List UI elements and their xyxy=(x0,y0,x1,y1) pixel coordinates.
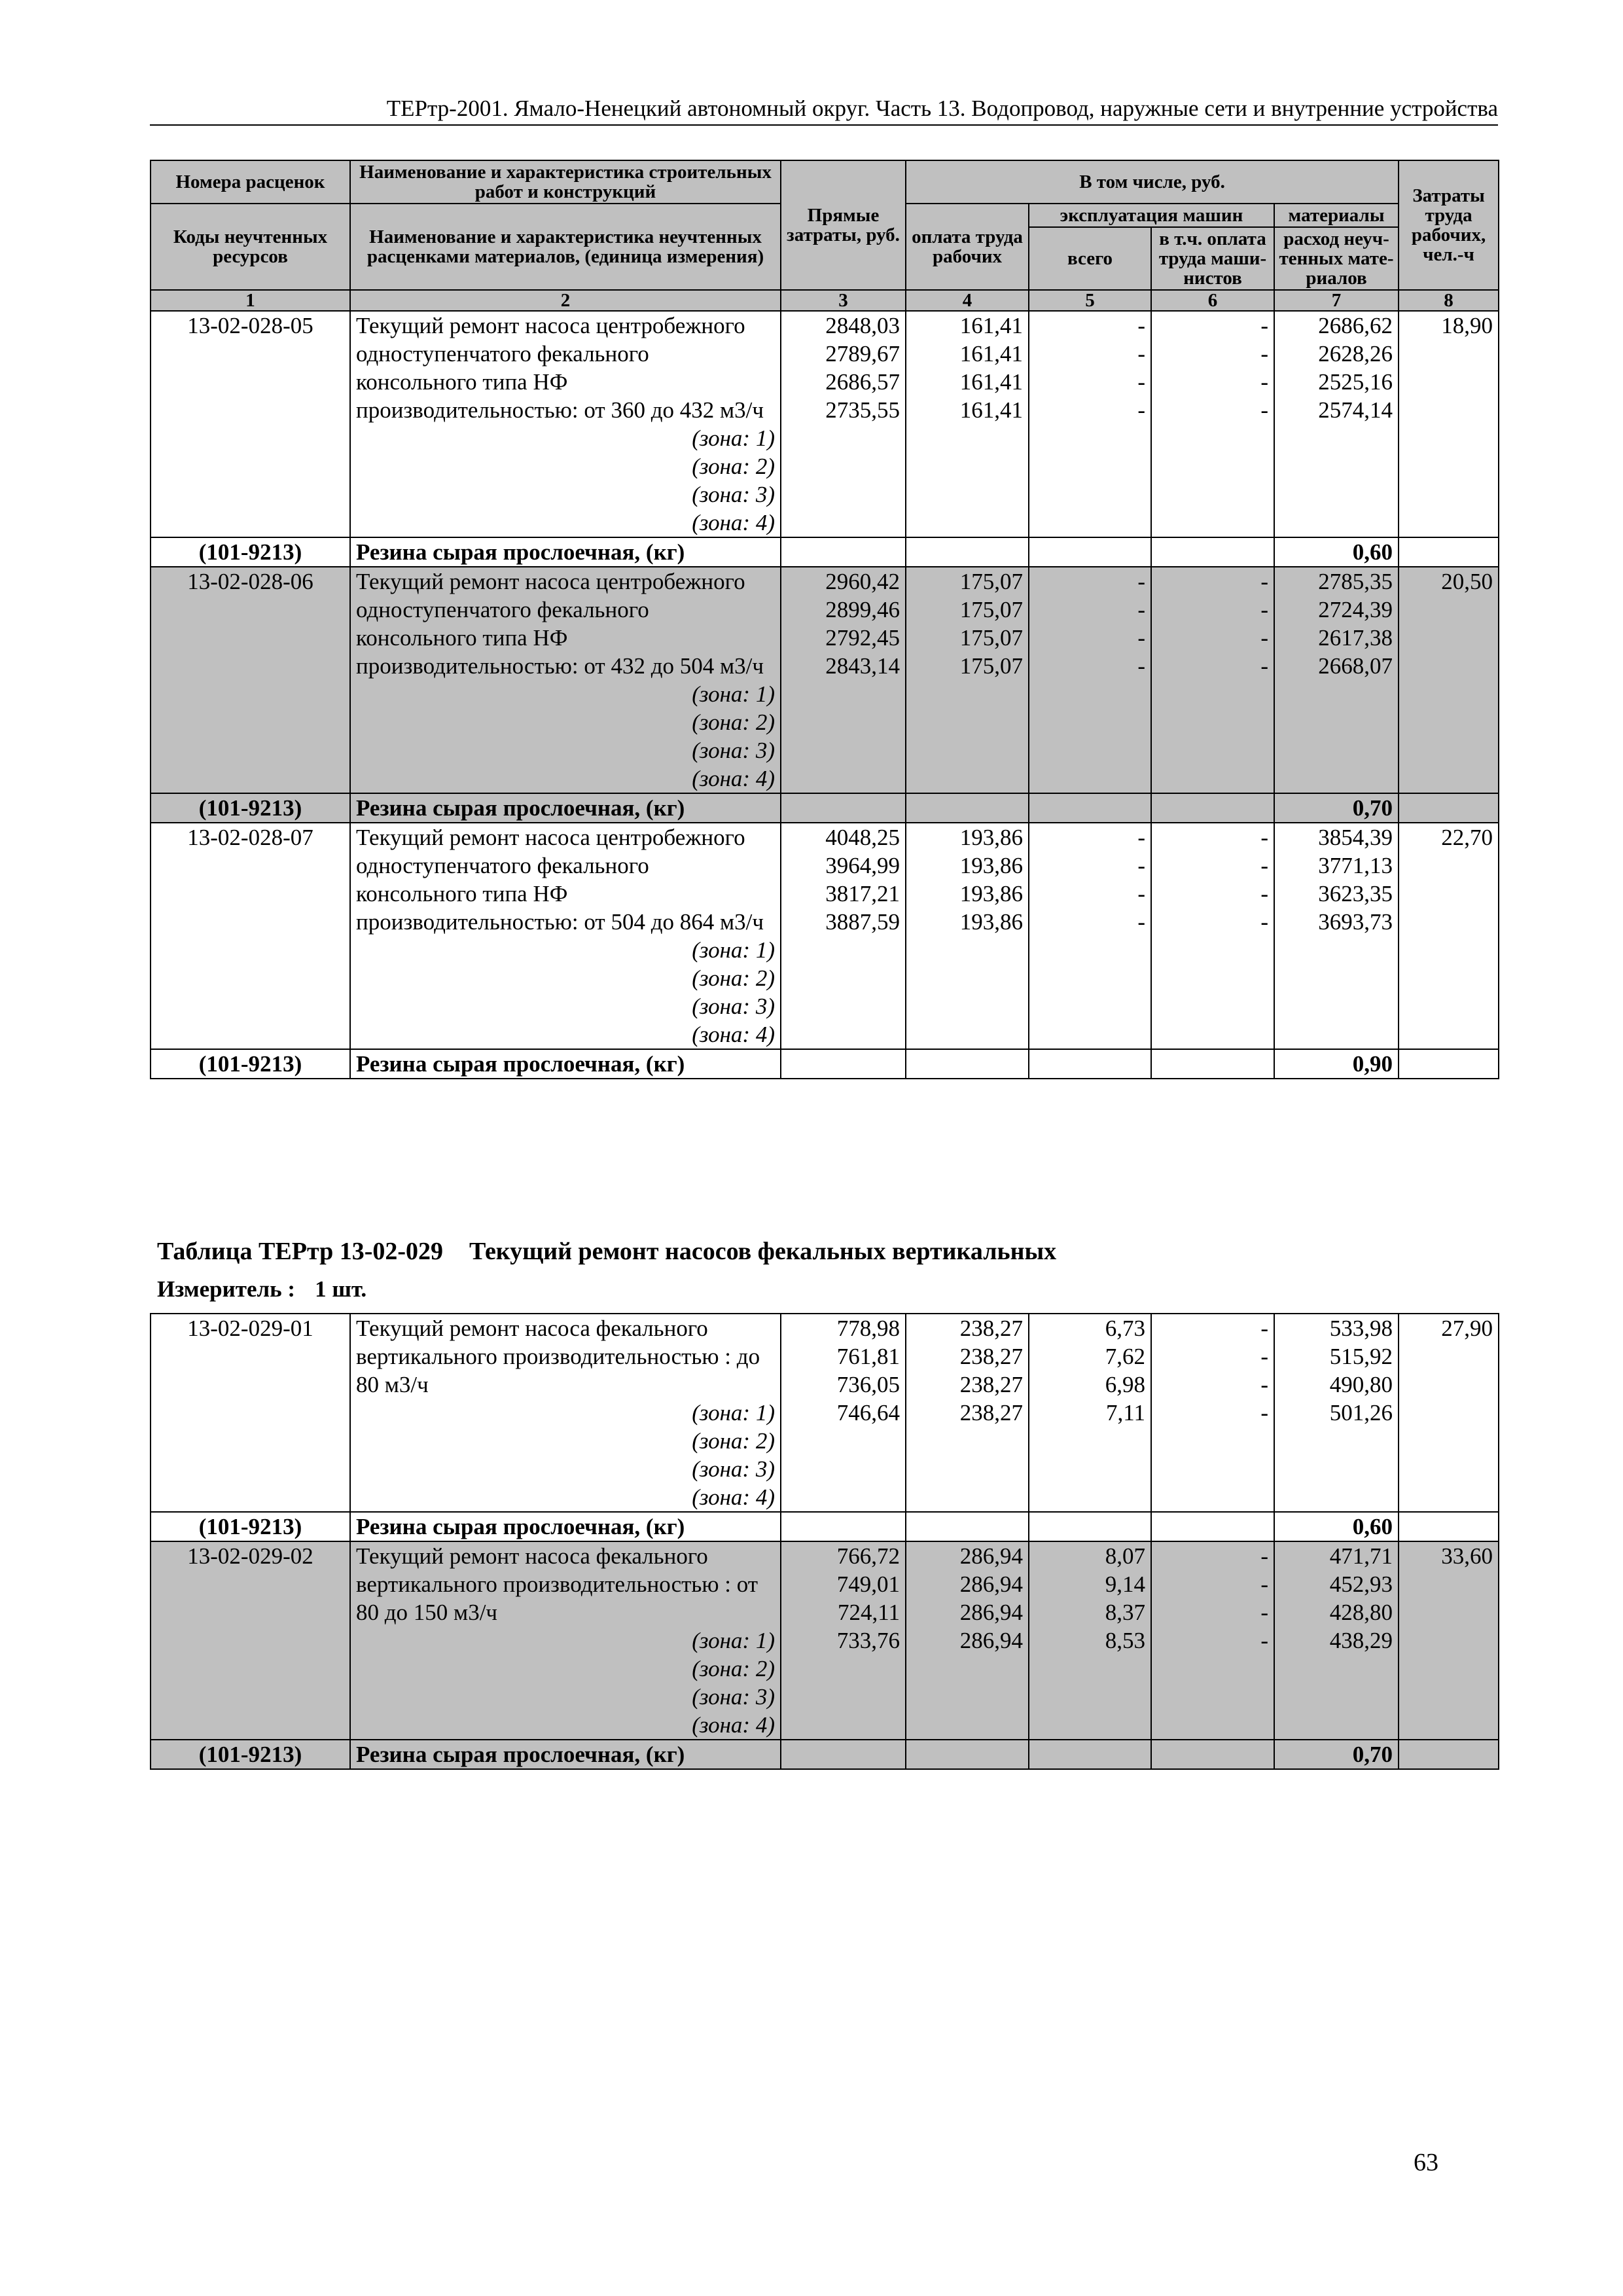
empty-cell xyxy=(906,1740,1029,1769)
direct-value: 2960,42 xyxy=(825,569,900,594)
rate-description-text: Текущий ремонт насоса центробежного одноступенчатого фекального консольного типа НФ производительностью: от 360 до 432 м3/ч xyxy=(356,313,764,423)
col-materials-values xyxy=(1274,1314,1399,1512)
mach-value: - xyxy=(1137,597,1145,622)
col-wages-values xyxy=(906,567,1029,793)
direct-value: 778,98 xyxy=(836,1316,900,1341)
col-mach-values xyxy=(1029,823,1151,1049)
direct-value: 724,11 xyxy=(838,1600,900,1625)
machinist-value: - xyxy=(1260,1372,1268,1397)
rate-description xyxy=(350,1541,781,1740)
col-materials-values xyxy=(1274,823,1399,1049)
mach-value: 7,11 xyxy=(1106,1400,1145,1426)
rate-row xyxy=(151,1541,1499,1740)
mach-value: - xyxy=(1137,313,1145,338)
table2-subtitle: Текущий ремонт насосов фекальных вертикальных xyxy=(469,1238,1057,1265)
material-row xyxy=(151,537,1499,567)
mach-value: 6,73 xyxy=(1105,1316,1145,1341)
zone-label: (зона: 3) xyxy=(692,738,775,763)
col-direct-costs: Прямые затраты, руб. xyxy=(781,160,906,290)
col-name-char: Наименование и характеристика строительных работ и конструкций xyxy=(350,160,781,204)
mach-value: 8,07 xyxy=(1105,1543,1145,1569)
material-qty: 0,60 xyxy=(1274,1512,1399,1541)
empty-cell xyxy=(1151,1740,1274,1769)
zone-label: (зона: 3) xyxy=(692,482,775,507)
col-num-3: 3 xyxy=(781,290,906,311)
wages-value: 193,86 xyxy=(959,909,1023,935)
materials-value: 2628,26 xyxy=(1318,341,1393,367)
materials-value: 3693,73 xyxy=(1318,909,1393,935)
mach-value: - xyxy=(1137,825,1145,850)
empty-cell xyxy=(1029,537,1151,567)
rate-description-text: Текущий ремонт насоса фекального вертикального производительностью : до 80 м3/ч xyxy=(356,1316,760,1397)
machinist-value: - xyxy=(1260,341,1268,367)
wages-value: 238,27 xyxy=(959,1372,1023,1397)
empty-cell xyxy=(1029,1740,1151,1769)
material-row xyxy=(151,1512,1499,1541)
materials-value: 490,80 xyxy=(1329,1372,1393,1397)
zone-label: (зона: 1) xyxy=(692,425,775,451)
measure-unit xyxy=(157,1276,366,1302)
col-num-2: 2 xyxy=(350,290,781,311)
table2-title xyxy=(157,1237,1056,1266)
col-wages: оплата труда рабочих xyxy=(906,204,1029,290)
empty-cell xyxy=(781,1512,906,1541)
mach-value: 9,14 xyxy=(1105,1571,1145,1597)
direct-value: 733,76 xyxy=(836,1628,900,1653)
direct-value: 2899,46 xyxy=(825,597,900,622)
empty-cell xyxy=(1399,1740,1499,1769)
empty-cell xyxy=(1151,1049,1274,1079)
rate-code: 13-02-029-02 xyxy=(151,1541,350,1740)
direct-value: 2792,45 xyxy=(825,625,900,651)
rate-description xyxy=(350,311,781,537)
wages-value: 286,94 xyxy=(959,1600,1023,1625)
col-num-8: 8 xyxy=(1399,290,1499,311)
direct-value: 761,81 xyxy=(836,1344,900,1369)
col-direct-values xyxy=(781,311,906,537)
col-materials-values xyxy=(1274,567,1399,793)
materials-value: 515,92 xyxy=(1329,1344,1393,1369)
zone-label: (зона: 3) xyxy=(692,1456,775,1482)
mach-value: - xyxy=(1137,909,1145,935)
wages-value: 286,94 xyxy=(959,1628,1023,1653)
material-row xyxy=(151,1740,1499,1769)
mach-value: 8,53 xyxy=(1105,1628,1145,1653)
material-name: Резина сырая прослоечная, (кг) xyxy=(350,537,781,567)
zone-label: (зона: 3) xyxy=(692,1684,775,1710)
mach-value: - xyxy=(1137,881,1145,906)
direct-value: 736,05 xyxy=(836,1372,900,1397)
empty-cell xyxy=(781,793,906,823)
rate-description-text: Текущий ремонт насоса центробежного одноступенчатого фекального консольного типа НФ производительностью: от 432 до 504 м3/ч xyxy=(356,569,764,679)
col-machinist-values xyxy=(1151,1541,1274,1740)
labor-cost: 22,70 xyxy=(1399,823,1499,1049)
col-wages-values xyxy=(906,311,1029,537)
col-machinist-values xyxy=(1151,1314,1274,1512)
materials-value: 533,98 xyxy=(1329,1316,1393,1341)
rate-description xyxy=(350,823,781,1049)
col-mach-values xyxy=(1029,1314,1151,1512)
wages-value: 238,27 xyxy=(959,1316,1023,1341)
col-mach-values xyxy=(1029,311,1151,537)
zone-label: (зона: 4) xyxy=(692,1484,775,1510)
rate-description xyxy=(350,567,781,793)
col-materials: материалы xyxy=(1274,204,1399,227)
direct-value: 3817,21 xyxy=(825,881,900,906)
machinist-value: - xyxy=(1260,909,1268,935)
material-name: Резина сырая прослоечная, (кг) xyxy=(350,1740,781,1769)
col-labor-costs: Затраты труда рабочих, чел.-ч xyxy=(1399,160,1499,290)
materials-value: 501,26 xyxy=(1329,1400,1393,1426)
machinist-value: - xyxy=(1260,653,1268,679)
mach-value: - xyxy=(1137,397,1145,423)
rate-row xyxy=(151,1314,1499,1512)
machinist-value: - xyxy=(1260,1600,1268,1625)
wages-value: 193,86 xyxy=(959,881,1023,906)
zone-label: (зона: 3) xyxy=(692,994,775,1019)
direct-value: 2843,14 xyxy=(825,653,900,679)
page-number: 63 xyxy=(1414,2149,1438,2176)
rate-row xyxy=(151,823,1499,1049)
col-mach-values xyxy=(1029,567,1151,793)
material-qty: 0,90 xyxy=(1274,1049,1399,1079)
col-wages-values xyxy=(906,1541,1029,1740)
machinist-value: - xyxy=(1260,853,1268,878)
empty-cell xyxy=(1029,1049,1151,1079)
wages-value: 193,86 xyxy=(959,825,1023,850)
zone-label: (зона: 2) xyxy=(692,454,775,479)
rate-row xyxy=(151,567,1499,793)
machinist-value: - xyxy=(1260,597,1268,622)
zone-label: (зона: 1) xyxy=(692,1628,775,1653)
materials-value: 2525,16 xyxy=(1318,369,1393,395)
zone-label: (зона: 2) xyxy=(692,965,775,991)
col-num-1: 1 xyxy=(151,290,350,311)
materials-value: 452,93 xyxy=(1329,1571,1393,1597)
zone-label: (зона: 4) xyxy=(692,1712,775,1738)
material-name: Резина сырая прослоечная, (кг) xyxy=(350,1049,781,1079)
col-rate-numbers: Номера расценок xyxy=(151,160,350,204)
material-code: (101-9213) xyxy=(151,1740,350,1769)
materials-value: 2574,14 xyxy=(1318,397,1393,423)
empty-cell xyxy=(1399,793,1499,823)
wages-value: 193,86 xyxy=(959,853,1023,878)
machinist-value: - xyxy=(1260,397,1268,423)
wages-value: 175,07 xyxy=(959,653,1023,679)
col-materials-values xyxy=(1274,311,1399,537)
materials-value: 428,80 xyxy=(1329,1600,1393,1625)
rates-table-13-02-028 xyxy=(150,160,1499,1079)
labor-cost: 20,50 xyxy=(1399,567,1499,793)
direct-value: 749,01 xyxy=(836,1571,900,1597)
empty-cell xyxy=(1399,1049,1499,1079)
col-num-6: 6 xyxy=(1151,290,1274,311)
material-name: Резина сырая прослоечная, (кг) xyxy=(350,793,781,823)
mach-value: - xyxy=(1137,341,1145,367)
material-code: (101-9213) xyxy=(151,537,350,567)
col-materials-values xyxy=(1274,1541,1399,1740)
col-mach-values xyxy=(1029,1541,1151,1740)
empty-cell xyxy=(1029,1512,1151,1541)
col-wages-values xyxy=(906,1314,1029,1512)
measure-value: 1 шт. xyxy=(315,1276,367,1302)
mach-value: - xyxy=(1137,853,1145,878)
mach-value: 6,98 xyxy=(1105,1372,1145,1397)
zone-label: (зона: 4) xyxy=(692,1022,775,1047)
empty-cell xyxy=(1399,1512,1499,1541)
material-row xyxy=(151,1049,1499,1079)
empty-cell xyxy=(1029,793,1151,823)
col-direct-values xyxy=(781,1314,906,1512)
col-res-codes: Коды неучтенных ресурсов xyxy=(151,204,350,290)
materials-value: 2686,62 xyxy=(1318,313,1393,338)
empty-cell xyxy=(781,537,906,567)
col-direct-values xyxy=(781,567,906,793)
material-qty: 0,70 xyxy=(1274,1740,1399,1769)
material-code: (101-9213) xyxy=(151,793,350,823)
wages-value: 161,41 xyxy=(959,313,1023,338)
col-num-5: 5 xyxy=(1029,290,1151,311)
machinist-value: - xyxy=(1260,1344,1268,1369)
direct-value: 4048,25 xyxy=(825,825,900,850)
mach-value: - xyxy=(1137,569,1145,594)
machinist-value: - xyxy=(1260,313,1268,338)
empty-cell xyxy=(1151,1512,1274,1541)
machinist-value: - xyxy=(1260,1571,1268,1597)
material-code: (101-9213) xyxy=(151,1049,350,1079)
machinist-value: - xyxy=(1260,569,1268,594)
wages-value: 286,94 xyxy=(959,1571,1023,1597)
rate-code: 13-02-028-05 xyxy=(151,311,350,537)
rate-code: 13-02-028-07 xyxy=(151,823,350,1049)
col-num-7: 7 xyxy=(1274,290,1399,311)
rate-code: 13-02-029-01 xyxy=(151,1314,350,1512)
machinist-value: - xyxy=(1260,1316,1268,1341)
labor-cost: 18,90 xyxy=(1399,311,1499,537)
mach-value: - xyxy=(1137,369,1145,395)
machinist-value: - xyxy=(1260,369,1268,395)
direct-value: 766,72 xyxy=(836,1543,900,1569)
empty-cell xyxy=(1399,537,1499,567)
col-machinist-values xyxy=(1151,567,1274,793)
empty-cell xyxy=(906,1049,1029,1079)
mach-value: - xyxy=(1137,653,1145,679)
rate-description-text: Текущий ремонт насоса фекального вертикального производительностью : от 80 до 150 м3/ч xyxy=(356,1543,758,1625)
wages-value: 175,07 xyxy=(959,625,1023,651)
material-row xyxy=(151,793,1499,823)
empty-cell xyxy=(906,793,1029,823)
materials-value: 471,71 xyxy=(1329,1543,1393,1569)
page-header: ТЕРтр-2001. Ямало-Ненецкий автономный округ. Часть 13. Водопровод, наружные сети и внутренние устройства xyxy=(150,93,1498,126)
direct-value: 2848,03 xyxy=(825,313,900,338)
zone-label: (зона: 4) xyxy=(692,510,775,535)
empty-cell xyxy=(1151,537,1274,567)
machinist-value: - xyxy=(1260,1628,1268,1653)
empty-cell xyxy=(906,1512,1029,1541)
materials-value: 2785,35 xyxy=(1318,569,1393,594)
wages-value: 161,41 xyxy=(959,341,1023,367)
direct-value: 3887,59 xyxy=(825,909,900,935)
materials-value: 2617,38 xyxy=(1318,625,1393,651)
labor-cost: 33,60 xyxy=(1399,1541,1499,1740)
mach-value: 7,62 xyxy=(1105,1344,1145,1369)
wages-value: 286,94 xyxy=(959,1543,1023,1569)
table2-number: Таблица ТЕРтр 13-02-029 xyxy=(157,1238,444,1265)
rate-description-text: Текущий ремонт насоса центробежного одноступенчатого фекального консольного типа НФ производительностью: от 504 до 864 м3/ч xyxy=(356,825,764,935)
mach-value: - xyxy=(1137,625,1145,651)
empty-cell xyxy=(1151,793,1274,823)
col-num-4: 4 xyxy=(906,290,1029,311)
empty-cell xyxy=(781,1740,906,1769)
col-name-unacc: Наименование и характеристика неучтенных расценками материалов, (единица измерения) xyxy=(350,204,781,290)
machinist-value: - xyxy=(1260,881,1268,906)
materials-value: 438,29 xyxy=(1329,1628,1393,1653)
materials-value: 3623,35 xyxy=(1318,881,1393,906)
material-qty: 0,60 xyxy=(1274,537,1399,567)
col-machinist-values xyxy=(1151,823,1274,1049)
rates-table-13-02-029 xyxy=(150,1313,1499,1770)
machinist-value: - xyxy=(1260,1400,1268,1426)
machinist-value: - xyxy=(1260,625,1268,651)
empty-cell xyxy=(906,537,1029,567)
col-including: В том числе, руб. xyxy=(906,160,1399,204)
wages-value: 161,41 xyxy=(959,397,1023,423)
material-name: Резина сырая прослоечная, (кг) xyxy=(350,1512,781,1541)
material-code: (101-9213) xyxy=(151,1512,350,1541)
zone-label: (зона: 4) xyxy=(692,766,775,791)
col-direct-values xyxy=(781,1541,906,1740)
material-qty: 0,70 xyxy=(1274,793,1399,823)
direct-value: 2686,57 xyxy=(825,369,900,395)
materials-value: 3854,39 xyxy=(1318,825,1393,850)
empty-cell xyxy=(781,1049,906,1079)
zone-label: (зона: 2) xyxy=(692,1656,775,1681)
labor-cost: 27,90 xyxy=(1399,1314,1499,1512)
wages-value: 175,07 xyxy=(959,597,1023,622)
zone-label: (зона: 1) xyxy=(692,1400,775,1426)
col-incl-machinist: в т.ч. оплата труда маши-нистов xyxy=(1151,227,1274,290)
rate-row xyxy=(151,311,1499,537)
wages-value: 175,07 xyxy=(959,569,1023,594)
zone-label: (зона: 1) xyxy=(692,937,775,963)
rate-description xyxy=(350,1314,781,1512)
mach-value: 8,37 xyxy=(1105,1600,1145,1625)
wages-value: 161,41 xyxy=(959,369,1023,395)
rate-code: 13-02-028-06 xyxy=(151,567,350,793)
col-unacc-mat: расход неуч-тенных мате-риалов xyxy=(1274,227,1399,290)
direct-value: 3964,99 xyxy=(825,853,900,878)
col-wages-values xyxy=(906,823,1029,1049)
col-machinist-values xyxy=(1151,311,1274,537)
direct-value: 2735,55 xyxy=(825,397,900,423)
materials-value: 2724,39 xyxy=(1318,597,1393,622)
zone-label: (зона: 1) xyxy=(692,681,775,707)
wages-value: 238,27 xyxy=(959,1400,1023,1426)
machinist-value: - xyxy=(1260,825,1268,850)
direct-value: 746,64 xyxy=(836,1400,900,1426)
direct-value: 2789,67 xyxy=(825,341,900,367)
zone-label: (зона: 2) xyxy=(692,709,775,735)
materials-value: 3771,13 xyxy=(1318,853,1393,878)
col-total: всего xyxy=(1029,227,1151,290)
col-machine-ops: эксплуатация машин xyxy=(1029,204,1274,227)
materials-value: 2668,07 xyxy=(1318,653,1393,679)
zone-label: (зона: 2) xyxy=(692,1428,775,1454)
machinist-value: - xyxy=(1260,1543,1268,1569)
col-direct-values xyxy=(781,823,906,1049)
measure-label: Измеритель : xyxy=(157,1276,296,1302)
wages-value: 238,27 xyxy=(959,1344,1023,1369)
